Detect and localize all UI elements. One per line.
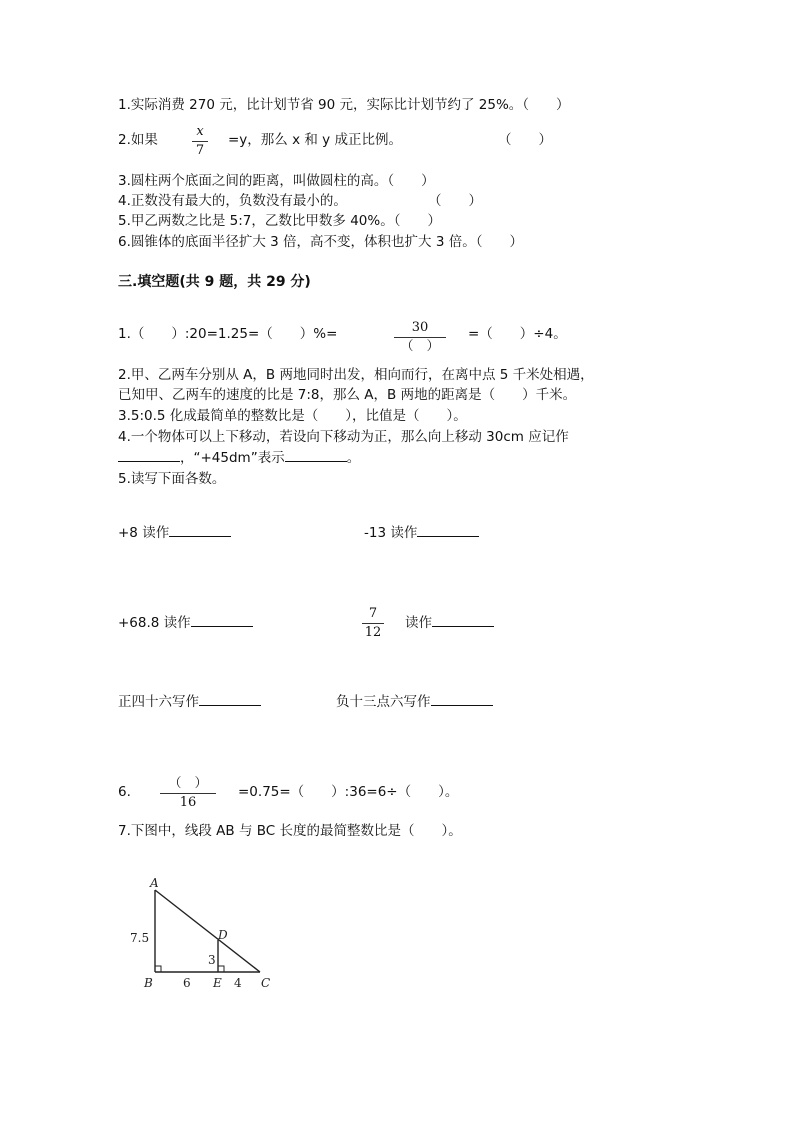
fill-question-5: 5.读写下面各数。 bbox=[118, 471, 226, 487]
judge-question-5: 5.甲乙两数之比是 5:7，乙数比甲数多 40%。（ ） bbox=[118, 213, 441, 229]
fill-question-1-a: 1.（ ）:20=1.25=（ ）%= bbox=[118, 326, 338, 342]
fraction-numerator: （ ） bbox=[168, 776, 208, 791]
fill-question-2-line2: 已知甲、乙两车的速度的比是 7:8，那么 A，B 两地的距离是（ ）千米。 bbox=[118, 387, 577, 403]
fraction-denominator: 16 bbox=[179, 795, 197, 810]
fill-question-6-fraction bbox=[160, 776, 216, 811]
read-label: +68.8 读作 bbox=[118, 615, 191, 631]
fill-question-6-label: 6. bbox=[118, 784, 131, 800]
label-a: A bbox=[150, 876, 159, 890]
read-label: -13 读作 bbox=[364, 525, 418, 541]
read-row-3-left bbox=[118, 693, 261, 711]
length-de: 3 bbox=[208, 953, 216, 967]
fill-question-6-text: =0.75=（ ）:36=6÷（ ）。 bbox=[238, 784, 459, 800]
judge-question-6: 6.圆锥体的底面半径扩大 3 倍，高不变，体积也扩大 3 倍。（ ） bbox=[118, 234, 523, 250]
read-row-1-left bbox=[118, 524, 231, 542]
length-be: 6 bbox=[183, 976, 191, 990]
judge-question-4-answer: （ ） bbox=[428, 193, 482, 209]
length-ab: 7.5 bbox=[130, 931, 150, 945]
fraction-denominator: 7 bbox=[195, 143, 205, 158]
fill-question-4-line2 bbox=[118, 449, 360, 467]
read-label: 正四十六写作 bbox=[118, 694, 199, 710]
answer-blank[interactable] bbox=[199, 693, 261, 706]
fill-question-4-text: ，“+45dm”表示 bbox=[180, 450, 285, 466]
read-row-2-right bbox=[405, 614, 494, 632]
fill-question-4-line1: 4.一个物体可以上下移动，若设向下移动为正，那么向上移动 30cm 应记作 bbox=[118, 429, 569, 445]
read-row-2-fraction bbox=[362, 606, 384, 641]
label-d: D bbox=[218, 928, 228, 942]
fill-question-3: 3.5:0.5 化成最简单的整数比是（ ），比值是（ ）。 bbox=[118, 408, 467, 424]
read-label: 负十三点六写作 bbox=[336, 694, 431, 710]
answer-blank[interactable] bbox=[432, 614, 494, 627]
label-e: E bbox=[213, 976, 222, 990]
fill-question-7: 7.下图中，线段 AB 与 BC 长度的最简整数比是（ ）。 bbox=[118, 823, 462, 839]
judge-question-2-answer: （ ） bbox=[498, 132, 552, 148]
fill-question-2-line1: 2.甲、乙两车分别从 A，B 两地同时出发，相向而行，在离中点 5 千米处相遇， bbox=[118, 367, 594, 383]
judge-question-2-fraction bbox=[192, 124, 208, 159]
fraction-numerator: x bbox=[196, 124, 204, 139]
right-angle-e bbox=[218, 966, 224, 972]
fill-question-1-fraction bbox=[394, 320, 446, 355]
answer-blank[interactable] bbox=[118, 449, 180, 462]
answer-blank[interactable] bbox=[431, 693, 493, 706]
fraction-denominator: 12 bbox=[364, 625, 382, 640]
answer-blank[interactable] bbox=[285, 449, 347, 462]
judge-question-4: 4.正数没有最大的，负数没有最小的。 bbox=[118, 193, 347, 209]
read-row-3-right bbox=[336, 693, 493, 711]
answer-blank[interactable] bbox=[417, 524, 479, 537]
answer-blank[interactable] bbox=[191, 614, 253, 627]
judge-question-2-suffix: =y，那么 x 和 y 成正比例。 bbox=[228, 132, 402, 148]
judge-question-2-prefix: 2.如果 bbox=[118, 132, 158, 148]
label-b: B bbox=[144, 976, 153, 990]
fill-question-4-end: 。 bbox=[346, 450, 361, 466]
judge-question-1: 1.实际消费 270 元，比计划节省 90 元，实际比计划节约了 25%。（ ） bbox=[118, 97, 570, 113]
read-label: 读作 bbox=[405, 615, 432, 631]
fraction-denominator: （ ） bbox=[400, 339, 440, 354]
read-row-2-left bbox=[118, 614, 253, 632]
read-label: +8 读作 bbox=[118, 525, 170, 541]
label-c: C bbox=[261, 976, 271, 990]
judge-question-3: 3.圆柱两个底面之间的距离，叫做圆柱的高。（ ） bbox=[118, 173, 435, 189]
fraction-numerator: 30 bbox=[411, 320, 429, 335]
fill-question-1-b: =（ ）÷4。 bbox=[468, 326, 567, 342]
length-ec: 4 bbox=[234, 976, 242, 990]
right-angle-b bbox=[155, 966, 161, 972]
read-row-1-right bbox=[364, 524, 479, 542]
fraction-numerator: 7 bbox=[368, 606, 378, 621]
answer-blank[interactable] bbox=[169, 524, 231, 537]
triangle-figure bbox=[124, 874, 284, 999]
section-title: 三.填空题(共 9 题，共 29 分) bbox=[118, 274, 311, 290]
